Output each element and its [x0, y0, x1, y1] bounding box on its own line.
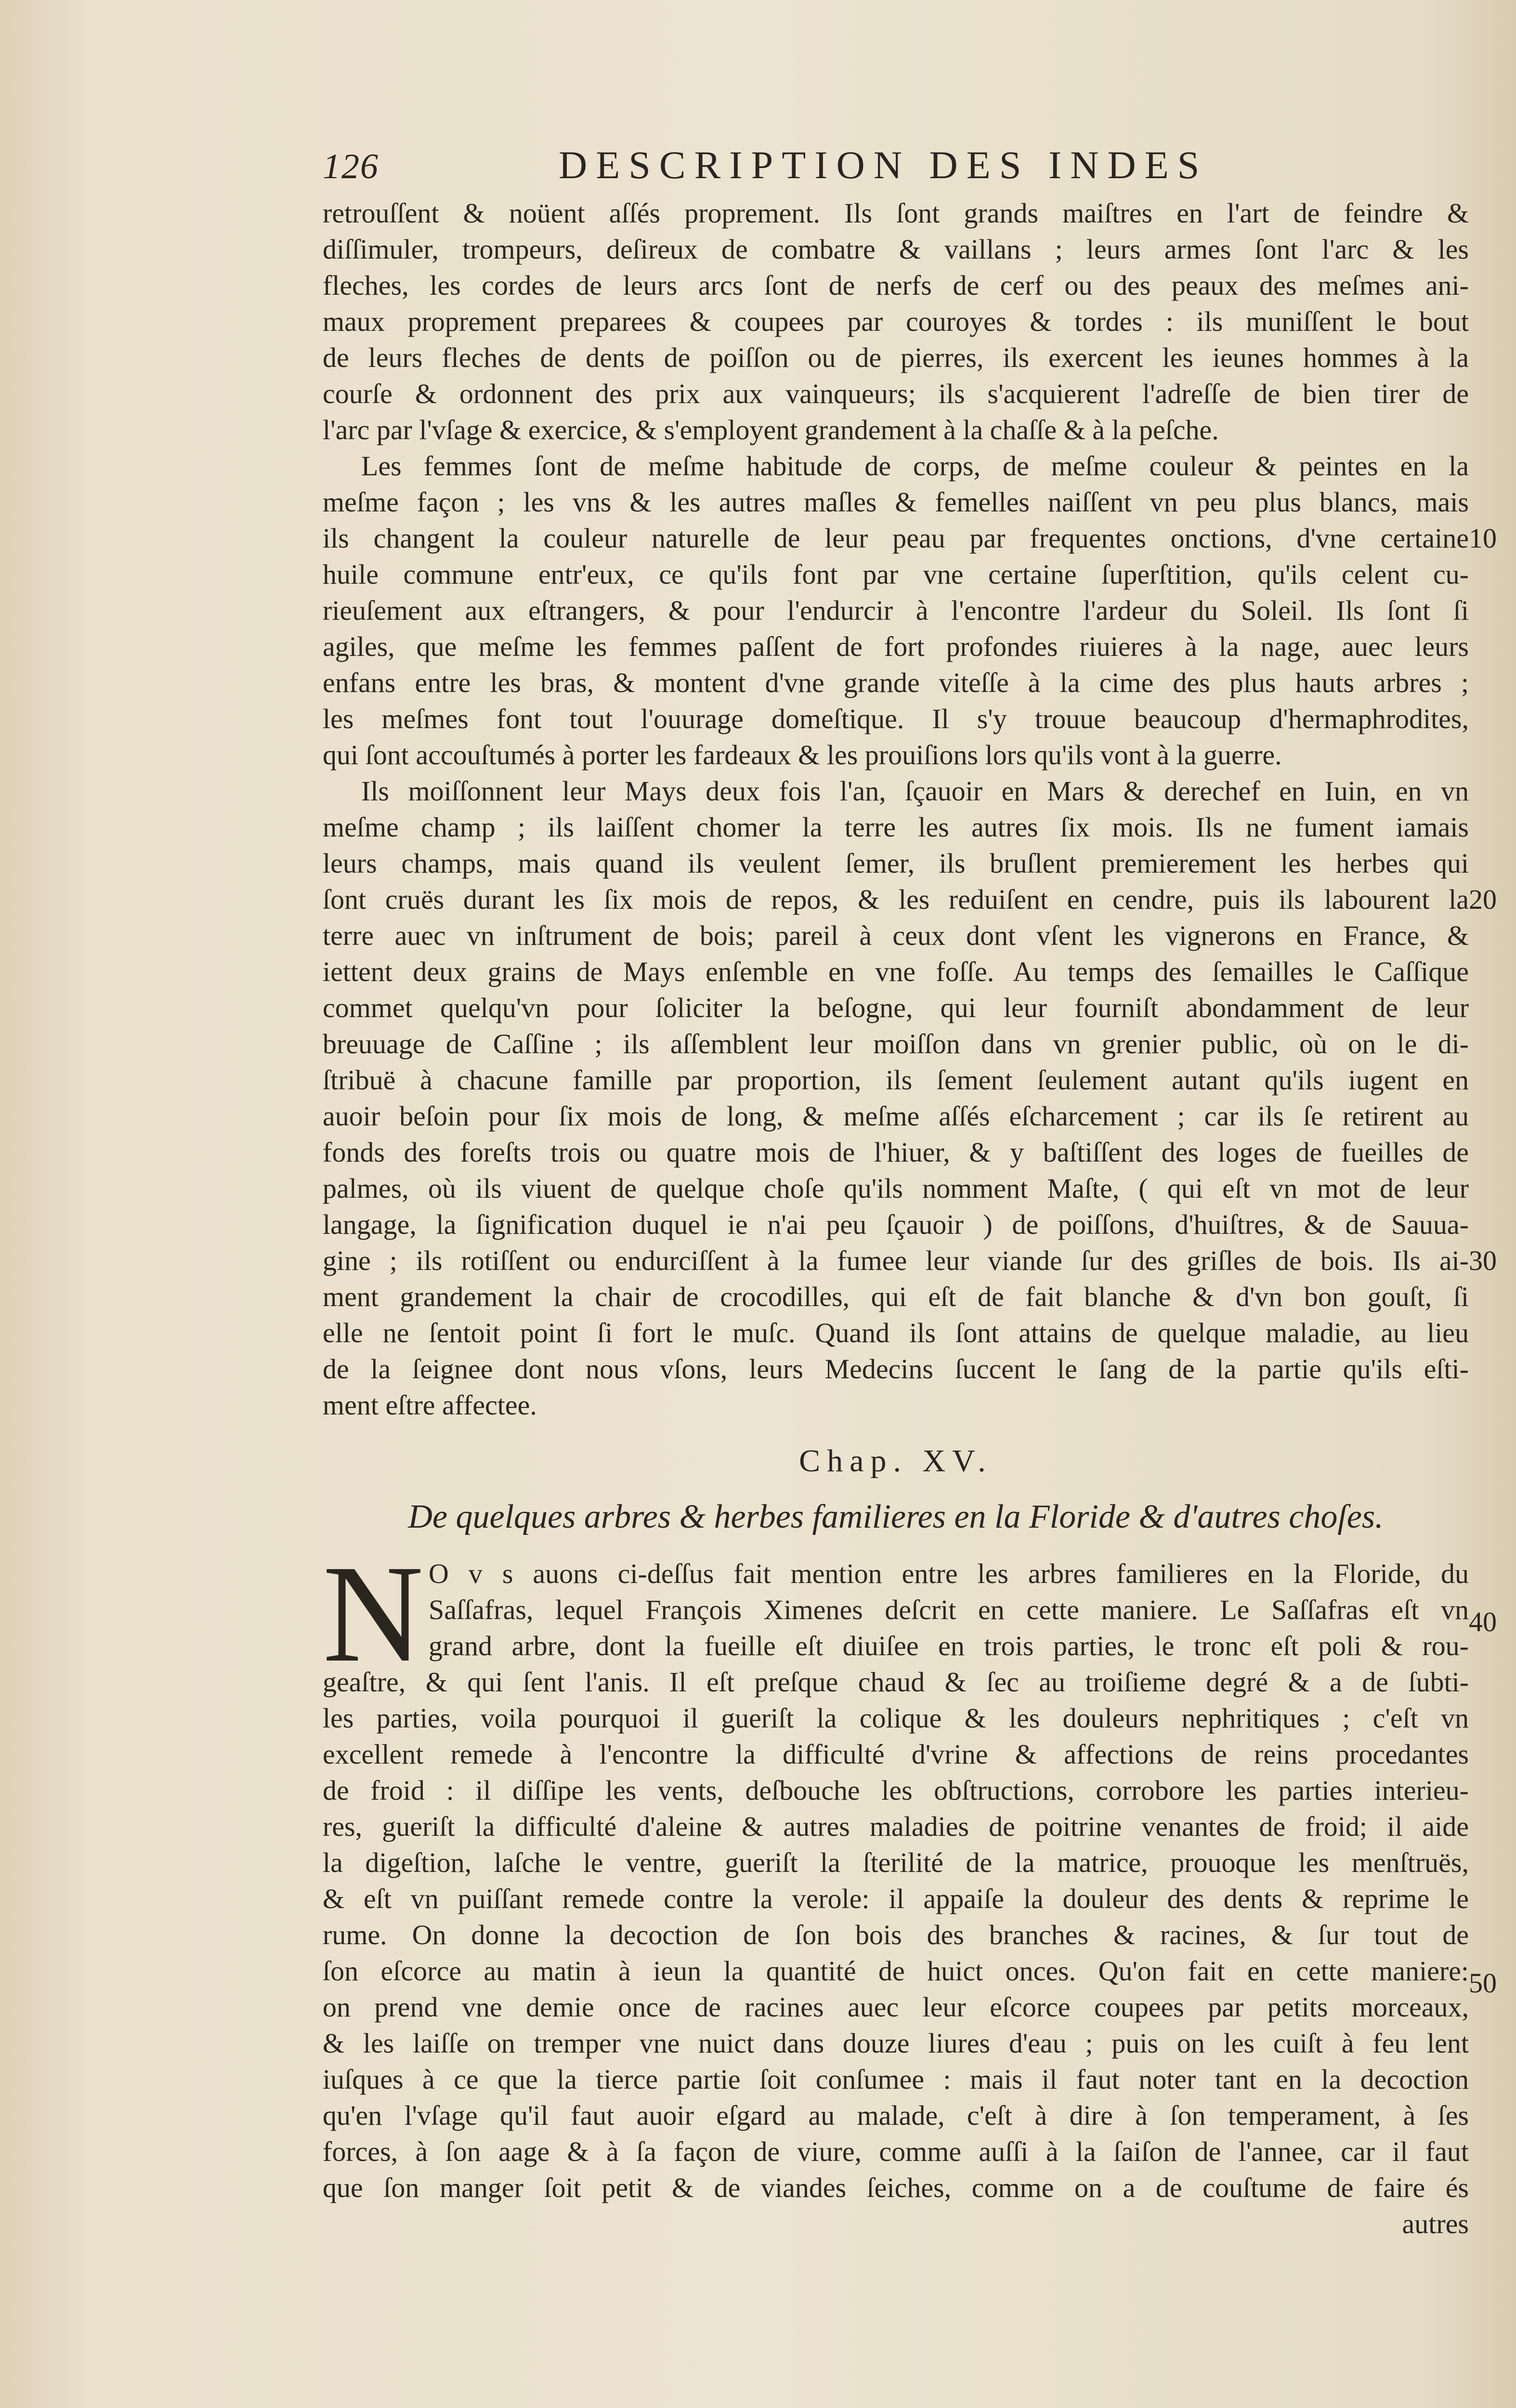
text-line: & les laiſſe on tremper vne nuict dans douze liures d'eau ; puis on les cuiſt à feu lent [323, 2028, 1469, 2059]
text-line: geaſtre, & qui ſent l'anis. Il eſt preſque chaud & ſec au troiſieme degré & a de ſubti- [323, 1666, 1469, 1698]
text-line: O v s auons ci-deſſus fait mention entre les arbres familieres en la Floride, du [429, 1558, 1469, 1589]
text-block-main [323, 195, 1469, 1423]
text-line: iuſques à ce que la tierce partie ſoit conſumee : mais il faut noter tant en la decoction [323, 2064, 1469, 2095]
text-line: on prend vne demie once de racines auec leur eſcorce coupees par petits morceaux, [323, 1991, 1469, 2023]
text-line: fleches, les cordes de leurs arcs ſont de nerfs de cerf ou des peaux des meſmes ani- [323, 270, 1469, 301]
text-line: palmes, où ils viuent de quelque choſe qu'ils nomment Maſte, ( qui eſt vn mot de leur [323, 1173, 1469, 1204]
text-line: Saſſafras, lequel François Ximenes deſcrit en cette maniere. Le Saſſafras eſt vn [429, 1594, 1469, 1625]
page-header [323, 143, 1469, 196]
margin-line-number: 30 [1469, 1245, 1497, 1276]
margin-line-number: 10 [1469, 523, 1497, 554]
page-number: 126 [323, 147, 379, 186]
text-line: meſme champ ; ils laiſſent chomer la terre les autres ſix mois. Ils ne fument iamais [323, 811, 1469, 843]
text-line: huile commune entr'eux, ce qu'ils font par vne certaine ſuperſtition, qu'ils celent cu- [323, 559, 1469, 590]
text-line: forces, à ſon aage & à ſa façon de viure, comme auſſi à la ſaiſon de l'annee, car il faut [323, 2136, 1469, 2167]
margin-line-number: 40 [1469, 1606, 1497, 1637]
text-line: rume. On donne la decoction de ſon bois des branches & racines, & ſur tout de [323, 1919, 1469, 1950]
text-line: retrouſſent & noüent aſſés proprement. Ils ſont grands maiſtres en l'art de feindre & [323, 197, 1469, 229]
text-block-chapter [323, 1664, 1469, 2206]
text-line: ment grandement la chair de crocodilles, qui eſt de fait blanche & d'vn bon gouſt, ſi [323, 1281, 1469, 1312]
chapter-subtitle: De quelques arbres & herbes familieres en la Floride & d'autres choſes. [408, 1498, 1384, 1535]
text-line: la digeſtion, laſche le ventre, gueriſt la ſterilité de la matrice, prouoque les menſtruës, [323, 1847, 1469, 1878]
chapter-heading: Chap. XV. [799, 1443, 993, 1479]
catchword: autres [1402, 2208, 1469, 2239]
text-line: iettent deux grains de Mays enſemble en vne foſſe. Au temps des ſemailles le Caſſique [323, 956, 1469, 987]
text-line: meſme façon ; les vns & les autres maſles & femelles naiſſent vn peu plus blancs, mais [323, 486, 1469, 518]
text-line: ment eſtre affectee. [323, 1389, 537, 1421]
text-line: elle ne ſentoit point ſi fort le muſc. Quand ils ſont attains de quelque maladie, au lieu [323, 1317, 1469, 1348]
text-line: les parties, voila pourquoi il gueriſt la colique & les douleurs nephritiques ; c'eſt vn [323, 1702, 1469, 1734]
text-line: de la ſeignee dont nous vſons, leurs Medecins ſuccent le ſang de la partie qu'ils eſti- [323, 1353, 1469, 1385]
text-line: langage, la ſignification duquel ie n'ai peu ſçauoir ) de poiſſons, d'huiſtres, & de Sauua- [323, 1209, 1469, 1240]
text-line: Ils moiſſonnent leur Mays deux fois l'an, ſçauoir en Mars & derechef en Iuin, en vn [361, 775, 1469, 807]
catchword-row [323, 2206, 1469, 2242]
text-line: auoir beſoin pour ſix mois de long, & meſme aſſés eſcharcement ; car ils ſe retirent au [323, 1100, 1469, 1132]
text-line: terre auec vn inſtrument de bois; pareil à ceux dont vſent les vignerons en France, & [323, 920, 1469, 951]
margin-line-number: 50 [1469, 1967, 1497, 1999]
text-line: leurs champs, mais quand ils veulent ſemer, ils bruſlent premierement les herbes qui [323, 848, 1469, 879]
text-line: que ſon manger ſoit petit & de viandes ſeiches, comme on a de couſtume de faire és [323, 2172, 1469, 2203]
text-line: fonds des foreſts trois ou quatre mois de l'hiuer, & y baſtiſſent des loges de fueilles de [323, 1137, 1469, 1168]
text-line: ſon eſcorce au matin à ieun la quantité de huict onces. Qu'on fait en cette maniere: [323, 1955, 1469, 1987]
text-line: les meſmes font tout l'ouurage domeſtique. Il s'y trouue beaucoup d'hermaphrodites, [323, 703, 1469, 734]
text-line: ſont cruës durant les ſix mois de repos, & les reduiſent en cendre, puis ils labourent la [323, 884, 1469, 915]
text-line: maux proprement preparees & coupees par couroyes & tordes : ils muniſſent le bout [323, 306, 1469, 337]
chapter-opening-lines [429, 1556, 1469, 1664]
text-line: gine ; ils rotiſſent ou endurciſſent à la fumee leur viande ſur des griſles de bois. Ils ai- [323, 1245, 1469, 1276]
text-line: l'arc par l'vſage & exercice, & s'employent grandement à la chaſſe & à la peſche. [323, 414, 1219, 445]
text-line: agiles, que meſme les femmes paſſent de fort profondes riuieres à la nage, auec leurs [323, 631, 1469, 662]
text-line: breuuage de Caſſine ; ils aſſemblent leur moiſſon dans vn grenier public, où on le di- [323, 1028, 1469, 1060]
text-line: ils changent la couleur naturelle de leur peau par frequentes onctions, d'vne certaine [323, 523, 1469, 554]
text-line: Les femmes ſont de meſme habitude de corps, de meſme couleur & peintes en la [361, 450, 1469, 482]
text-line: commet quelqu'vn pour ſoliciter la beſogne, qui leur fourniſt abondamment de leur [323, 992, 1469, 1023]
text-line: & eſt vn puiſſant remede contre la verole: il appaiſe la douleur des dents & reprime le [323, 1883, 1469, 1914]
text-line: enfans entre les bras, & montent d'vne grande viteſſe à la cime des plus hauts arbres ; [323, 667, 1469, 698]
text-line: diſſimuler, trompeurs, deſireux de combatre & vaillans ; leurs armes ſont l'arc & les [323, 234, 1469, 265]
drop-cap: N [323, 1536, 424, 1691]
margin-line-number: 20 [1469, 884, 1497, 915]
text-line: excellent remede à l'encontre la difficulté d'vrine & affections de reins procedantes [323, 1739, 1469, 1770]
text-line: de leurs fleches de dents de poiſſon ou de pierres, ils exercent les ieunes hommes à la [323, 342, 1469, 373]
text-line: qu'en l'vſage qu'il faut auoir eſgard au malade, c'eſt à dire à ſon temperament, à ſes [323, 2100, 1469, 2131]
text-line: grand arbre, dont la fueille eſt diuiſee en trois parties, le tronc eſt poli & rou- [429, 1630, 1469, 1662]
text-line: de froid : il diſſipe les vents, deſbouche les obſtructions, corrobore les parties interieu- [323, 1775, 1469, 1806]
text-line: qui ſont accouſtumés à porter les fardeaux & les prouiſions lors qu'ils vont à la guerre. [323, 739, 1282, 771]
text-line: courſe & ordonnent des prix aux vainqueurs; ils s'acquierent l'adreſſe de bien tirer de [323, 378, 1469, 409]
text-line: res, gueriſt la difficulté d'aleine & autres maladies de poitrine venantes de froid; il aide [323, 1811, 1469, 1842]
text-line: ſtribuë à chacune famille par proportion, ils ſement ſeulement autant qu'ils iugent en [323, 1064, 1469, 1096]
text-line: rieuſement aux eſtrangers, & pour l'endurcir à l'encontre l'ardeur du Soleil. Ils ſont ſi [323, 595, 1469, 626]
running-head: DESCRIPTION DES INDES [559, 143, 1208, 187]
